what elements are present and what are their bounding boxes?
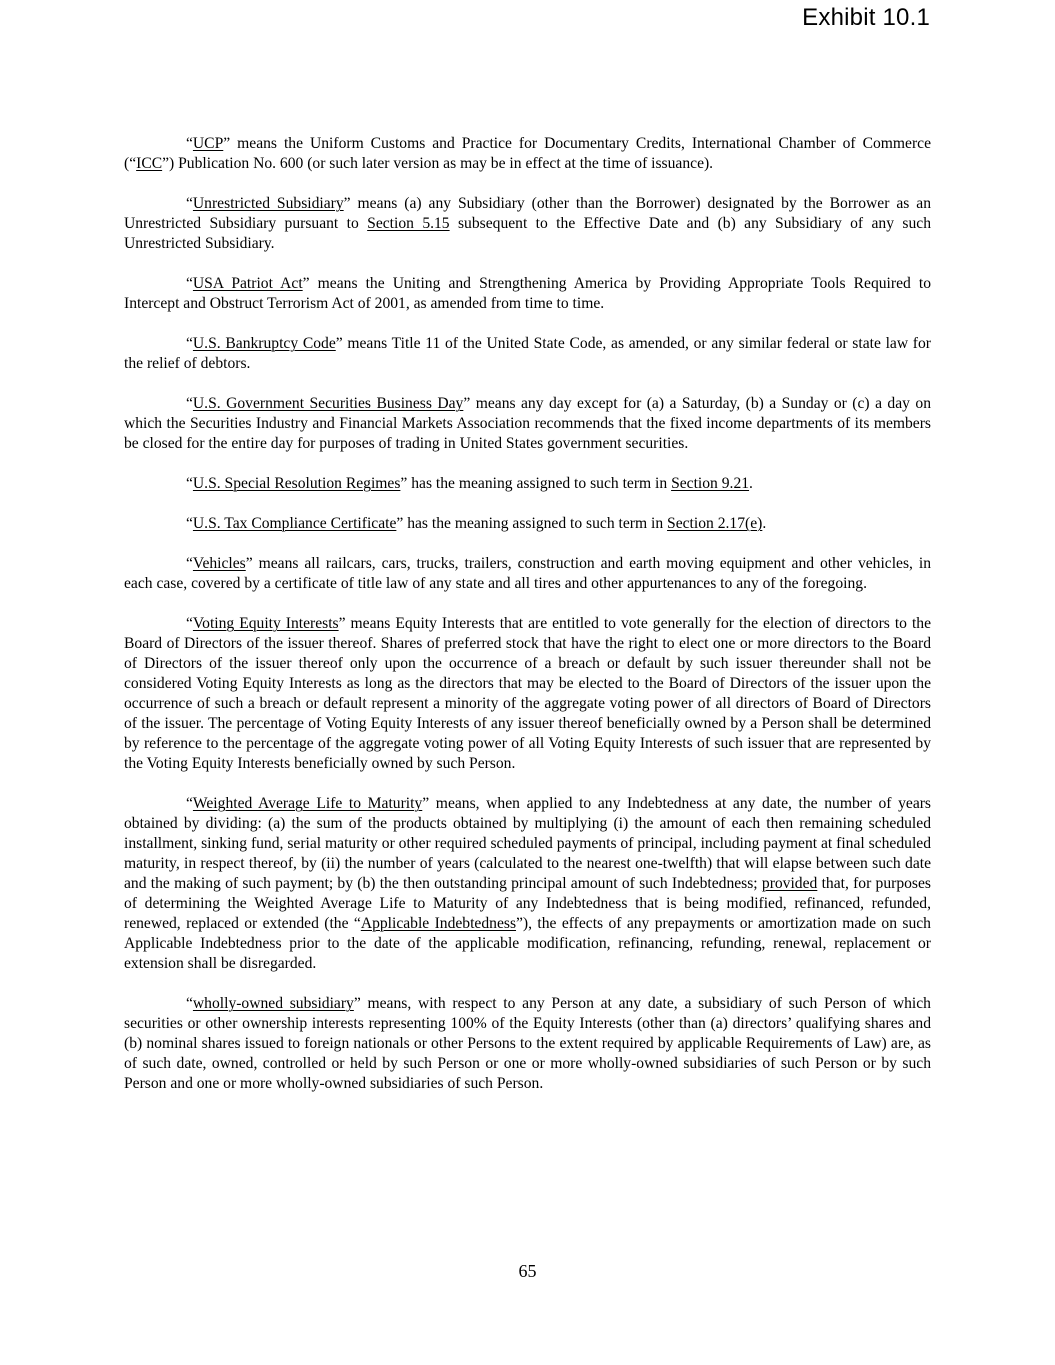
page-number: 65 [518,1261,537,1281]
defined-term: Section 9.21 [671,475,750,492]
defined-term: Section 2.17(e) [667,515,763,532]
defined-term: Vehicles [192,555,246,572]
defined-term: Unrestricted Subsidiary [192,195,344,212]
definition-text: “ [186,395,193,412]
definition-text: ”), the effects of any prepayments or amortization made on such Applicable Indebtedness prior to the date of the applicable modification, refinancing, refunding, renewal, replacement or extension shall be disregarded. [124,915,931,972]
definitions-body [124,134,931,1114]
definition-text: “ [186,335,193,352]
defined-term: Weighted Average Life to Maturity [192,795,423,812]
defined-term: ICC [136,155,163,172]
definition-text: ” means (a) any Subsidiary (other than the Borrower) designated by the Borrower as an Unrestricted Subsidiary pursuant to [124,195,931,232]
definition-text: ” has the meaning assigned to such term in [400,475,672,492]
definition-text: ” means, with respect to any Person at any date, a subsidiary of such Person of which securities or other ownership interests representing 100% of the Equity Interests (other than (a) directors’ qualifying shares and (b) nominal shares issued to foreign nationals or other Persons to the extent required by applicable Requirements of Law) are, as of such date, owned, controlled or held by such Person or one or more wholly-owned subsidiaries of such Person or by such Person and one or more wholly-owned subsidiaries of such Person. [124,995,931,1092]
defined-term: Applicable Indebtedness [360,915,517,932]
definition-paragraph [124,334,931,374]
definition-text: ” means all railcars, cars, trucks, trailers, construction and earth moving equipment and other vehicles, in each case, covered by a certificate of title law of any state and all tires and other appurtenances to any of the foregoing. [124,555,931,592]
definition-text: subsequent to the Effective Date and (b) any Subsidiary of any such Unrestricted Subsidiary. [124,215,931,252]
definition-text: . [762,515,767,532]
defined-term: Voting Equity Interests [192,615,339,632]
definition-paragraph [124,794,931,974]
definition-paragraph [124,134,931,174]
definition-text: “ [186,795,193,812]
definition-text: ” means Equity Interests that are entitled to vote generally for the election of directors to the Board of Directors of the issuer thereof. Shares of preferred stock that have the right to elect one or more directors to the Board of Directors of the issuer thereof only upon the occurrence of a breach or default by such issuer thereunder shall not be considered Voting Equity Interests as long as the directors that may be elected to the Board of Directors of the issuer upon the occurrence of such a breach or default represent a minority of the aggregate voting power of all directors of Board of Directors of the issuer. The percentage of Voting Equity Interests of any issuer thereof beneficially owned by a Person shall be determined by reference to the percentage of the aggregate voting power of all Voting Equity Interests of such issuer that are represented by the Voting Equity Interests beneficially owned by such Person. [124,615,931,772]
definition-text: “ [186,135,193,152]
definition-text: “ [186,995,193,1012]
definition-text: ” means the Uniform Customs and Practice for Documentary Credits, International Chamber of Commerce (“ [124,135,931,172]
definition-paragraph [124,274,931,314]
defined-term: UCP [192,135,224,152]
definition-paragraph [124,394,931,454]
definition-paragraph [124,614,931,774]
definition-text: ” means the Uniting and Strengthening America by Providing Appropriate Tools Required to Intercept and Obstruct Terrorism Act of 2001, as amended from time to time. [124,275,931,312]
defined-term: U.S. Special Resolution Regimes [192,475,401,492]
definition-paragraph [124,994,931,1094]
defined-term: Section 5.15 [367,215,450,232]
defined-term: wholly-owned subsidiary [192,995,354,1012]
definition-text: ”) Publication No. 600 (or such later version as may be in effect at the time of issuance). [162,155,714,172]
definition-text: that, for purposes of determining the Weighted Average Life to Maturity of any Indebtedness that is being modified, refinanced, refunded, renewed, replaced or extended (the “ [124,875,931,932]
defined-term: U.S. Bankruptcy Code [192,335,336,352]
definition-text: “ [186,615,193,632]
definition-text: “ [186,555,193,572]
definition-text: “ [186,275,193,292]
definition-text: “ [186,515,193,532]
definition-text: ” means Title 11 of the United State Code, as amended, or any similar federal or state law for the relief of debtors. [124,335,931,372]
definition-text: . [749,475,753,492]
definition-paragraph [124,514,931,534]
definition-text: “ [186,195,193,212]
exhibit-label: Exhibit 10.1 [802,4,930,31]
defined-term: USA Patriot Act [192,275,303,292]
definition-text: ” has the meaning assigned to such term in [396,515,668,532]
definition-text: ” means any day except for (a) a Saturday, (b) a Sunday or (c) a day on which the Securities Industry and Financial Markets Association recommends that the fixed income departments of its members be closed for the entire day for purposes of trading in United States government securities. [124,395,931,452]
definition-text: ” means, when applied to any Indebtedness at any date, the number of years obtained by dividing: (a) the sum of the products obtained by multiplying (i) the amount of each then remaining scheduled installment, sinking fund, serial maturity or other required scheduled payments of principal, including payment at final scheduled maturity, in respect thereof, by (ii) the number of years (calculated to the nearest one-twelfth) that will elapse between such date and the making of such payment; by (b) the then outstanding principal amount of such Indebtedness; [124,795,931,892]
defined-term: U.S. Tax Compliance Certificate [192,515,397,532]
definition-paragraph [124,194,931,254]
definition-text: “ [186,475,193,492]
definition-paragraph [124,474,931,494]
defined-term: U.S. Government Securities Business Day [192,395,464,412]
definition-paragraph [124,554,931,594]
defined-term: provided [761,875,818,892]
